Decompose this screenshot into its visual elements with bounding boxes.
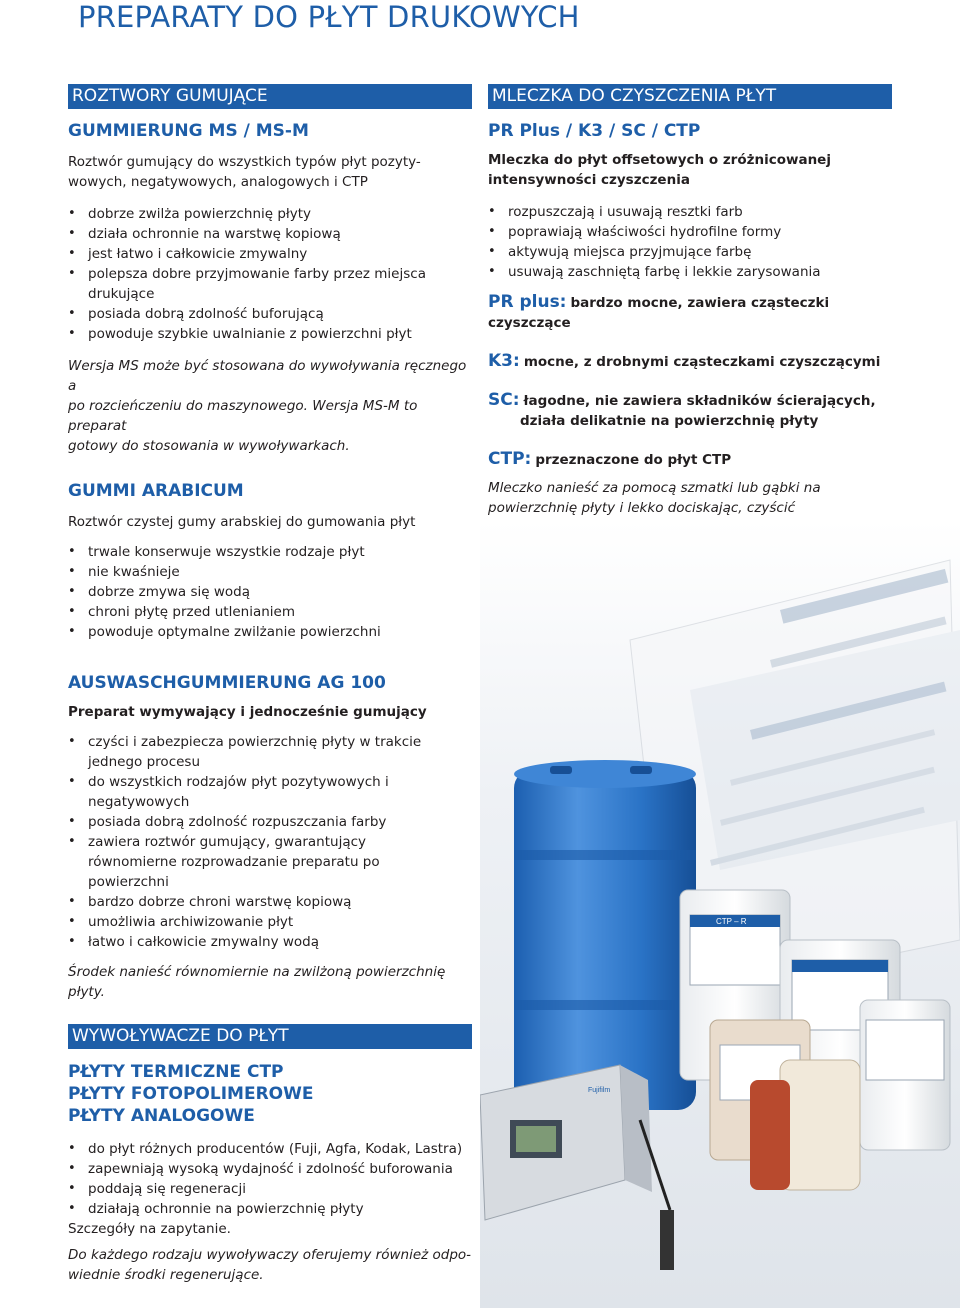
list-item: • zawiera roztwór gumujący, gwarantujący równomierne rozprowadzanie preparatu po powierzchni bbox=[68, 832, 388, 892]
variant-text: przeznaczone do płyt CTP bbox=[535, 452, 732, 468]
note-line: wiednie środki regenerujące. bbox=[68, 1267, 264, 1283]
list-item: • działają ochronnie na powierzchnię płyty bbox=[68, 1199, 472, 1219]
list-item: • usuwają zaschniętą farbę i lekkie zarysowania bbox=[488, 262, 892, 282]
list-item: • łatwo i całkowicie zmywalny wodą bbox=[68, 932, 438, 952]
subtitle-line: Mleczka do płyt offsetowych o zróżnicowanej bbox=[488, 152, 831, 168]
list-item: • chroni płytę przed utlenianiem bbox=[68, 602, 472, 622]
list-item: • polepsza dobre przyjmowanie farby przez miejsca drukujące bbox=[68, 264, 448, 304]
variant-text: bardzo mocne, zawiera cząsteczki czyszczące bbox=[488, 295, 830, 331]
variant-text: mocne, z drobnymi cząsteczkami czyszczącymi bbox=[523, 354, 881, 370]
product-title-analogowe: PŁYTY ANALOGOWE bbox=[68, 1106, 255, 1126]
product-title-termiczne: PŁYTY TERMICZNE CTP bbox=[68, 1062, 284, 1082]
note-line: gotowy do stosowania w wywoływarkach. bbox=[68, 438, 350, 454]
list-item: • powoduje optymalne zwilżanie powierzchni bbox=[68, 622, 472, 642]
right-column bbox=[488, 84, 892, 558]
section-bar-dev: WYWOŁYWACZE DO PŁYT bbox=[68, 1024, 472, 1049]
list-item: • poprawiają właściwości hydrofilne formy bbox=[488, 222, 892, 242]
subtitle-arabicum: Roztwór czystej gumy arabskiej do gumowania płyt bbox=[68, 514, 416, 530]
variant-text: łagodne, nie zawiera składników ścierających, bbox=[523, 393, 876, 409]
product-title-ag100: AUSWASCHGUMMIERUNG AG 100 bbox=[68, 673, 386, 693]
variant-code: PR plus: bbox=[488, 292, 567, 312]
list-item: • posiada dobrą zdolność buforującą bbox=[68, 304, 472, 324]
list-item: • zapewniają wysoką wydajność i zdolność buforowania bbox=[68, 1159, 472, 1179]
intro-line-1: Roztwór gumujący do wszystkich typów płyt pozyty- bbox=[68, 154, 421, 170]
note-line: Wersja MS może być stosowana do wywoływania ręcznego a bbox=[68, 358, 467, 394]
bullet-list-mleczka bbox=[488, 202, 892, 282]
product-photo bbox=[480, 520, 960, 1308]
list-item: • nie kwaśnieje bbox=[68, 562, 472, 582]
note-line: powierzchnię płyty i lekko dociskając, czyścić bbox=[488, 500, 796, 516]
list-item: • aktywują miejsca przyjmujące farbę bbox=[488, 242, 892, 262]
note-line: Mleczko nanieść za pomocą szmatki lub gąbki na bbox=[488, 480, 821, 496]
product-title-mleczka: PR Plus / K3 / SC / CTP bbox=[488, 121, 701, 141]
product-title-ms: GUMMIERUNG MS / MS-M bbox=[68, 121, 309, 141]
left-column bbox=[68, 84, 472, 1285]
section-bar-gum: ROZTWORY GUMUJĄCE bbox=[68, 84, 472, 109]
blue-drum bbox=[514, 760, 696, 1110]
details-text: Szczegóły na zapytanie. bbox=[68, 1221, 231, 1237]
list-item: • poddają się regeneracji bbox=[68, 1179, 472, 1199]
bullet-list-ag100 bbox=[68, 732, 438, 952]
product-title-arabicum: GUMMI ARABICUM bbox=[68, 481, 244, 501]
list-item: • dobrze zmywa się wodą bbox=[68, 582, 472, 602]
list-item: • umożliwia archiwizowanie płyt bbox=[68, 912, 438, 932]
list-item: • do wszystkich rodzajów płyt pozytywowych i negatywowych bbox=[68, 772, 398, 812]
bullet-list-dev bbox=[68, 1139, 472, 1219]
list-item: • czyści i zabezpiecza powierzchnię płyty w trakcie jednego procesu bbox=[68, 732, 438, 772]
list-item: • bardzo dobrze chroni warstwę kopiową bbox=[68, 892, 438, 912]
variant-code: CTP: bbox=[488, 449, 532, 469]
list-item: • trwale konserwuje wszystkie rodzaje płyt bbox=[68, 542, 472, 562]
list-item: • do płyt różnych producentów (Fuji, Agfa, Kodak, Lastra) bbox=[68, 1139, 472, 1159]
list-item: • posiada dobrą zdolność rozpuszczania farby bbox=[68, 812, 438, 832]
bullet-list-ms bbox=[68, 204, 472, 344]
list-item: • rozpuszczają i usuwają resztki farb bbox=[488, 202, 892, 222]
variant-sc bbox=[488, 390, 892, 411]
page-title: PREPARATY DO PŁYT DRUKOWYCH bbox=[78, 0, 580, 34]
note-ag100: Środek nanieść równomiernie na zwilżoną powierzchnię płyty. bbox=[68, 964, 446, 1000]
product-photo-illustration bbox=[480, 520, 960, 1308]
canister-label: CTP – R bbox=[716, 917, 747, 926]
list-item: • jest łatwo i całkowicie zmywalny bbox=[68, 244, 472, 264]
product-title-fotopolimerowe: PŁYTY FOTOPOLIMEROWE bbox=[68, 1084, 314, 1104]
variant-ctp bbox=[488, 449, 892, 470]
section-bar-mleczka: MLECZKA DO CZYSZCZENIA PŁYT bbox=[488, 84, 892, 109]
variant-text-cont: działa delikatnie na powierzchnię płyty bbox=[520, 413, 819, 429]
subtitle-line: intensywności czyszczenia bbox=[488, 172, 690, 188]
intro-line-2: wowych, negatywowych, analogowych i CTP bbox=[68, 174, 368, 190]
list-item: • działa ochronnie na warstwę kopiową bbox=[68, 224, 472, 244]
list-item: • powoduje szybkie uwalnianie z powierzchni płyt bbox=[68, 324, 472, 344]
list-item: • dobrze zwilża powierzchnię płyty bbox=[68, 204, 472, 224]
bullet-list-arabicum bbox=[68, 542, 472, 642]
note-line: Do każdego rodzaju wywoływaczy oferujemy również odpo- bbox=[68, 1247, 472, 1263]
note-line: po rozcieńczeniu do maszynowego. Wersja MS-M to preparat bbox=[68, 398, 418, 434]
variant-k3 bbox=[488, 351, 892, 372]
subtitle-ag100: Preparat wymywający i jednocześnie gumujący bbox=[68, 704, 427, 720]
variant-code: K3: bbox=[488, 351, 520, 371]
device-brand: Fujifilm bbox=[588, 1087, 611, 1094]
variant-code: SC: bbox=[488, 390, 520, 410]
variant-prplus bbox=[488, 292, 892, 333]
